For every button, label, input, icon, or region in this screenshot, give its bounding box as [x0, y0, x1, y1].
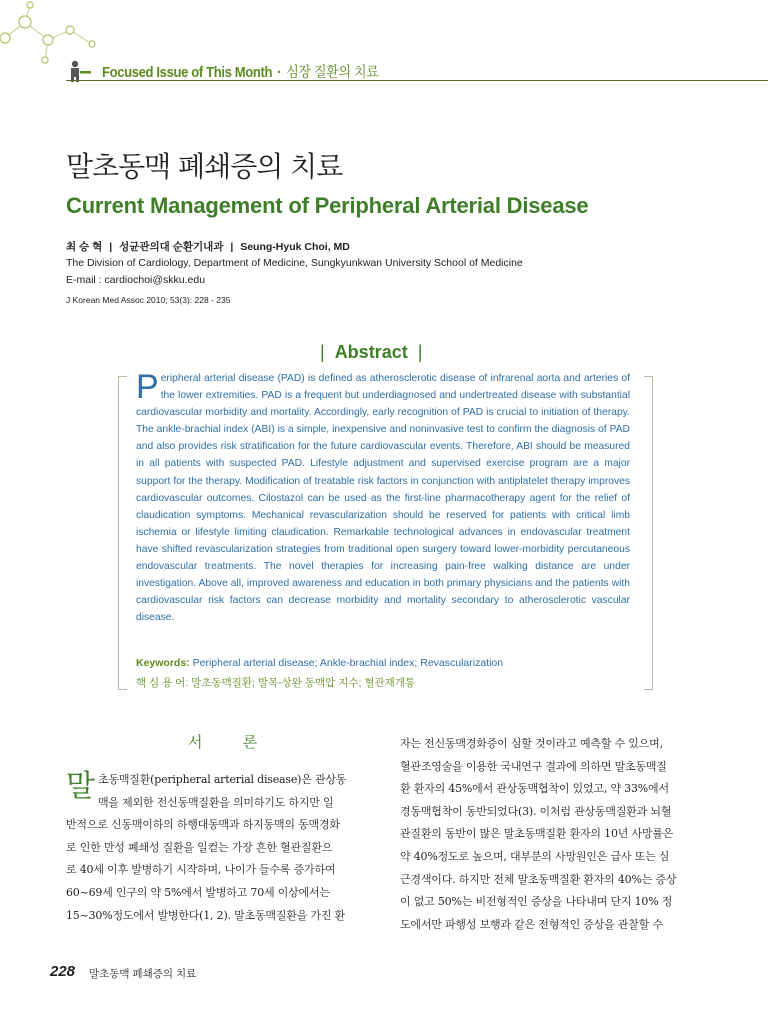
author-affiliation-english: The Division of Cardiology, Department of Medicine, Sungkyunkwan University School of Medicine [66, 257, 523, 269]
body-dropcap: 말 [66, 769, 95, 804]
journal-citation: J Korean Med Assoc 2010; 53(3): 228 - 235 [66, 295, 231, 305]
author-email: E-mail : cardiochoi@skku.edu [66, 274, 206, 286]
body-line: 경동맥협착이 동반되었다(3). 이처럼 관상동맥질환과 뇌혈 [400, 804, 672, 818]
person-at-desk-icon [66, 60, 92, 82]
abstract-pipe-right: | [417, 342, 423, 362]
keywords-label: Keywords: [136, 657, 190, 669]
running-title: 말초동맥 폐쇄증의 치료 [89, 968, 197, 980]
body-line: 근경색이다. 하지만 전체 말초동맥질환 환자의 40%는 증상 [400, 872, 677, 886]
body-line: 15~30%정도에서 발병한다(1, 2). 말초동맥질환을 가진 환 [66, 908, 345, 922]
author-line [66, 239, 350, 254]
author-separator: | [109, 241, 113, 253]
keywords-text: Peripheral arterial disease; Ankle-brachial index; Revascularization [192, 657, 504, 669]
body-line: 이 없고 50%는 비전형적인 증상을 나타내며 단지 10% 정 [400, 895, 673, 909]
keywords-english [136, 657, 636, 669]
body-line: 자는 전신동맥경화증이 심할 것이라고 예측할 수 있으며, [400, 737, 663, 750]
article-title-english: Current Management of Peripheral Arterial Disease [66, 193, 589, 218]
section-subtitle: 심장 질환의 치료 [286, 65, 379, 81]
body-column-left [66, 769, 368, 927]
abstract-pipe-left: | [320, 342, 325, 362]
abstract-bracket-right [644, 376, 653, 690]
journal-section-header [102, 61, 379, 82]
journal-section-label: Focused Issue of This Month [102, 65, 273, 81]
author-name-english: Seung-Hyuk Choi, MD [240, 241, 350, 253]
keywords-korean-text: 말초동맥질환; 발목-상완 동맥압 지수; 혈관재개통 [191, 677, 416, 689]
page-number: 228 [50, 963, 76, 980]
body-line: 관질환의 동반이 많은 말초동맥질환 환자의 10년 사망률은 [400, 827, 674, 841]
body-line: 도에서만 파행성 보행과 같은 전형적인 증상을 관찰할 수 [400, 917, 663, 931]
abstract-body [136, 370, 630, 626]
body-line: 로 인한 만성 폐쇄성 질환을 일컫는 가장 흔한 혈관질환으 [66, 840, 333, 854]
keywords-korean [136, 675, 636, 690]
abstract-heading [310, 342, 432, 363]
author-affiliation-korean: 성균관의대 순환기내과 [119, 241, 224, 253]
body-line: 반적으로 신동맥이하의 하행대동맥과 하지동맥의 동맥경화 [66, 818, 340, 832]
body-line: 혈관조영술을 이용한 국내연구 결과에 의하면 말초동맥질 [400, 759, 667, 773]
abstract-text: eripheral arterial disease (PAD) is defined as atherosclerotic disease of infrarenal aorta and arteries of the lower extremities. PAD is a frequent but underdiagnosed and undertreated disease with substantial cardiovascular morbidity and mortality. Accordingly, early recognition of PAD is crucial to initiation of therapy. The ankle-brachial index (ABI) is a simple, inexpensive and noninvasive test to confirm the diagnosis of PAD and also provides risk stratification for the future cardiovascular events. Therefore, ABI should be measured in all patients with suspected PAD. Lifestyle adjustment and supervised exercise program are a major support for the therapy. Modification of treatable risk factors in conjunction with antiplatelet therapy improves cardiovascular outcomes. Cilostazol can be used as the first-line pharmacotherapy agent for the relief of claudication symptoms. Mechanical revascularization should be reserved for patients with critical limb ischemia or lifestyle limiting claudication. Remarkable technological advances in endovascular treatment have shifted revascularization strategies from traditional open surgery toward lower-morbidity percutaneous endovascular treatments. The novel therapies for increasing pain-free walking distance are under investigation. Above all, improved awareness and education in both primary physicians and the patients with cardiovascular risk factors can decrease morbidity and mortality secondary to atherosclerotic vascular disease. [136, 373, 630, 624]
body-line: 약 40%정도로 높으며, 대부분의 사망원인은 급사 또는 심 [400, 849, 670, 863]
abstract-dropcap: P [136, 368, 159, 406]
author-name-korean: 최 승 혁 [66, 241, 103, 253]
keywords-korean-label: 핵 심 용 어: [136, 677, 189, 689]
body-line: 초동맥질환(peripheral arterial disease)은 관상동 [98, 773, 347, 786]
body-line: 로 40세 이후 발병하기 시작하며, 나이가 들수록 증가하여 [66, 863, 336, 877]
abstract-bracket-left [118, 376, 127, 690]
section-title-introduction: 서 론 [188, 734, 276, 751]
abstract-title: Abstract [334, 342, 408, 362]
body-column-right [400, 733, 706, 936]
body-line: 맥을 제외한 전신동맥질환을 의미하기도 하지만 일 [98, 795, 334, 809]
author-separator: | [230, 241, 234, 253]
article-title-korean: 말초동맥 폐쇄증의 치료 [66, 150, 343, 183]
body-line: 60~69세 인구의 약 5%에서 발병하고 70세 이상에서는 [66, 885, 330, 899]
body-line: 환 환자의 45%에서 관상동맥협착이 있었고, 약 33%에서 [400, 782, 669, 796]
header-separator: · [277, 65, 282, 81]
